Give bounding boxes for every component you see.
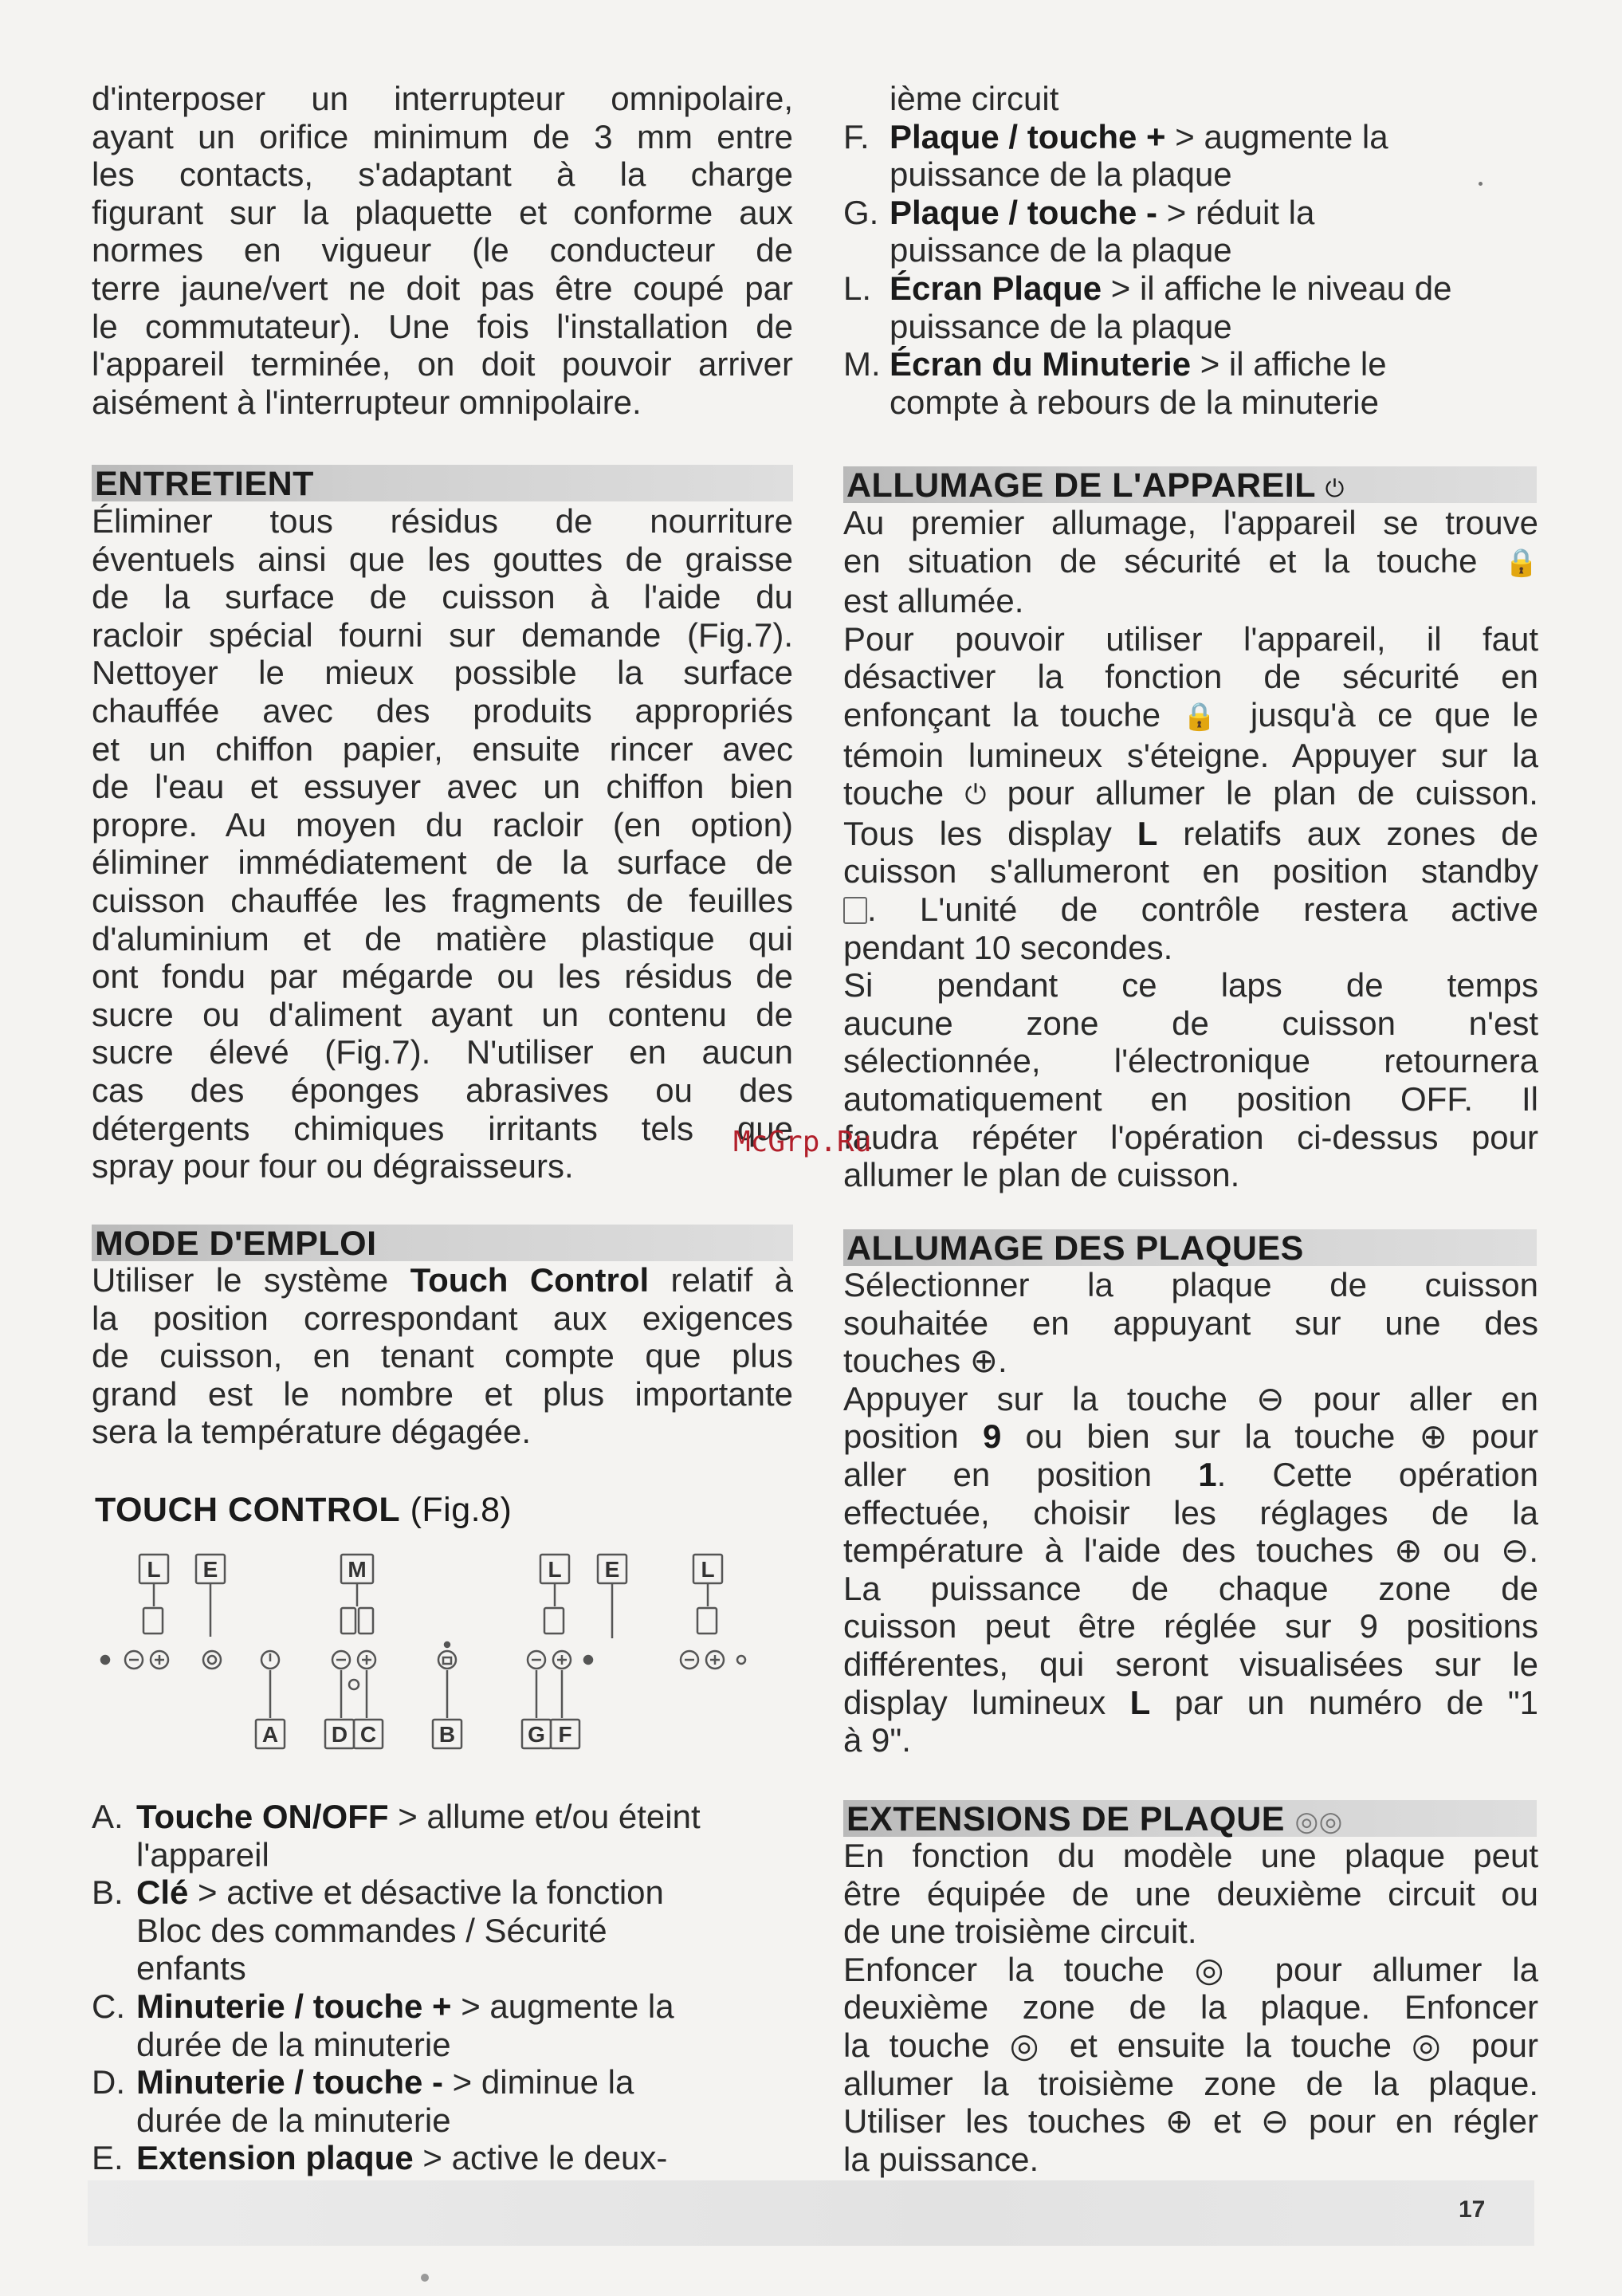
extension-icon: ◎◎	[1294, 1807, 1343, 1837]
legend-cont: puissance de la plaque	[890, 307, 1232, 345]
extensions-line: En fonction du modèle une plaque peut	[843, 1837, 1538, 1874]
diagram-label-top-L2	[540, 1555, 569, 1583]
legend-cont: puissance de la plaque	[890, 155, 1232, 194]
allumage-text: touche	[843, 774, 965, 812]
plaques-line	[843, 1417, 1538, 1456]
intro-line: les contacts, s'adaptant à la charge	[92, 155, 793, 194]
allumage-line: cuisson s'allumeront en position standby	[843, 852, 1538, 890]
entretien-line: Éliminer tous résidus de nourriture	[92, 502, 793, 540]
plaques-paragraph	[843, 1266, 1538, 1759]
entretien-line: propre. Au moyen du racloir (en option)	[92, 805, 793, 843]
display-l-term: L	[1129, 1683, 1151, 1721]
legend-desc: > réduit la	[1157, 193, 1315, 231]
allumage-line: automatiquement en position OFF. Il	[843, 1079, 1538, 1118]
diagram-label-bottom-G	[522, 1720, 551, 1748]
control-row	[101, 1642, 745, 1669]
position-nine: 9	[982, 1417, 1002, 1456]
diagram-label-top: L	[701, 1557, 715, 1582]
extensions-title: EXTENSIONS DE PLAQUE	[846, 1800, 1285, 1838]
entretien-line: sucre élevé (Fig.7). N'utiliser en aucun	[92, 1033, 793, 1071]
legend-desc: > augmente la	[451, 1987, 674, 2025]
scan-speck	[421, 2274, 429, 2282]
diagram-label-top-E1	[196, 1555, 225, 1583]
section-heading-touch-control	[92, 1491, 793, 1527]
allumage-line	[843, 774, 1538, 815]
extensions-line: de une troisième circuit.	[843, 1913, 1197, 1951]
intro-line: le commutateur). Une fois l'installation de	[92, 307, 793, 345]
extension-icon	[203, 1651, 221, 1669]
legend-cont: durée de la minuterie	[136, 2101, 451, 2139]
diagram-label-top-M	[341, 1555, 373, 1583]
legend-term: Extension plaque	[136, 2139, 414, 2177]
legend-letter: C.	[92, 1987, 125, 2025]
diagram-label-bottom: B	[438, 1722, 456, 1747]
legend-desc: > active et désactive la fonction	[188, 1873, 664, 1912]
plaques-line: touches ⊕.	[843, 1342, 1007, 1380]
allumage-text: pour allumer le plan de cuisson.	[986, 774, 1538, 812]
plaques-text: aller en position	[843, 1455, 1199, 1493]
entretien-line: détergents chimiques irritants tels que	[92, 1109, 793, 1147]
mode-text: relatif à	[649, 1261, 794, 1299]
entretien-line: spray pour four ou dégraisseurs.	[92, 1147, 574, 1185]
legend-desc: > active le deux-	[413, 2139, 668, 2177]
diagram-label-top: E	[604, 1557, 620, 1582]
legend-list-right	[843, 80, 1538, 421]
plaques-line: souhaitée en appuyant sur une des	[843, 1303, 1538, 1342]
mode-text: Utiliser le système	[92, 1261, 410, 1299]
diagram-label-top-L1	[139, 1555, 168, 1583]
diagram-label-bottom-C	[354, 1720, 383, 1748]
display-icon	[544, 1608, 564, 1634]
legend-item-e	[92, 2139, 801, 2177]
legend-item-c	[92, 1987, 801, 2063]
watermark: McGrp.Ru	[733, 1126, 872, 1158]
allumage-paragraph	[843, 504, 1538, 1194]
legend-letter: L.	[843, 269, 872, 307]
plaques-line: Appuyer sur la touche ⊖ pour aller en	[843, 1379, 1538, 1417]
section-heading-entretien: ENTRETIENT	[92, 465, 793, 501]
page-number: 17	[1459, 2196, 1486, 2223]
legend-item-f	[843, 118, 1538, 194]
allumage-title: ALLUMAGE DE L'APPAREIL	[846, 466, 1316, 505]
allumage-line: pendant 10 secondes.	[843, 928, 1173, 966]
plaques-line: effectuée, choisir les réglages de la	[843, 1493, 1538, 1531]
plaques-line: différentes, qui seront visualisées sur le	[843, 1645, 1538, 1683]
mode-line: de cuisson, en tenant compte que plus	[92, 1337, 793, 1375]
plaques-line: température à l'aide des touches ⊕ ou ⊖.	[843, 1531, 1538, 1570]
intro-line: l'appareil terminée, on doit pouvoir arriver	[92, 345, 793, 383]
legend-cont: enfants	[136, 1949, 246, 1987]
allumage-line: Pour pouvoir utiliser l'appareil, il faut	[843, 619, 1538, 658]
intro-line: d'interposer un interrupteur omnipolaire,	[92, 80, 793, 117]
legend-term: Écran du Minuterie	[890, 345, 1192, 383]
legend-desc: > augmente la	[1165, 117, 1388, 155]
plaques-text: display lumineux	[843, 1683, 1130, 1721]
section-heading-mode-emploi: MODE D'EMPLOI	[92, 1225, 793, 1261]
legend-term: Plaque / touche -	[890, 193, 1158, 231]
power-icon: ⏻	[1325, 476, 1345, 502]
legend-cont: durée de la minuterie	[136, 2025, 451, 2063]
allumage-text: en situation de sécurité et la touche	[843, 541, 1505, 580]
allumage-line: Si pendant ce laps de temps	[843, 966, 1538, 1005]
diagram-label-top: L	[147, 1557, 161, 1582]
allumage-line	[843, 696, 1538, 737]
plaques-text: . Cette opération	[1216, 1455, 1539, 1493]
legend-term: Touche ON/OFF	[136, 1798, 389, 1835]
display-icon	[143, 1608, 163, 1634]
extension-icon	[737, 1656, 745, 1664]
diagram-label-bottom: G	[528, 1722, 545, 1747]
legend-cont: puissance de la plaque	[890, 231, 1232, 269]
diagram-label-bottom: A	[261, 1722, 279, 1747]
legend-cont: compte à rebours de la minuterie	[890, 383, 1379, 421]
mode-line: sera la température dégagée.	[92, 1413, 532, 1451]
entretien-line: éventuels ainsi que les gouttes de graisse	[92, 540, 793, 578]
mode-emploi-paragraph	[92, 1261, 793, 1451]
allumage-line: aucune zone de cuisson n'est	[843, 1004, 1538, 1042]
diagram-label-top: E	[202, 1557, 218, 1582]
entretien-line: chauffée avec des produits appropriés	[92, 691, 793, 729]
legend-letter: F.	[843, 117, 870, 155]
section-heading-allumage-plaques: ALLUMAGE DES PLAQUES	[843, 1229, 1537, 1266]
lock-icon	[438, 1651, 456, 1669]
standby-display-icon	[843, 897, 867, 924]
diagram-label-bottom-A	[256, 1720, 285, 1748]
touch-control-diagram	[80, 1551, 797, 1758]
legend-item-b	[92, 1873, 801, 1987]
allumage-line: faudra répéter l'opération ci-dessus pour	[843, 1118, 1538, 1156]
legend-desc: > allume et/ou éteint	[388, 1798, 701, 1835]
power-icon: ⏻	[964, 780, 987, 811]
plaques-line	[843, 1684, 1538, 1722]
entretien-line: et un chiffon papier, ensuite rincer avec	[92, 729, 793, 768]
intro-line: figurant sur la plaquette et conforme aux	[92, 193, 793, 231]
intro-line: normes en vigueur (le conducteur de	[92, 231, 793, 269]
footer-band	[88, 2180, 1534, 2246]
diagram-label-bottom: D	[331, 1722, 348, 1747]
touch-control-title: TOUCH CONTROL	[95, 1491, 401, 1529]
legend-letter: A.	[92, 1798, 124, 1835]
scan-speck	[1479, 182, 1483, 186]
legend-letter: E.	[92, 2139, 124, 2177]
allumage-line: allumer le plan de cuisson.	[843, 1156, 1240, 1194]
position-one: 1	[1198, 1455, 1217, 1493]
allumage-line	[843, 890, 1538, 929]
legend-letter: D.	[92, 2063, 125, 2101]
extensions-line: deuxième zone de la plaque. Enfoncer	[843, 1988, 1538, 2027]
plaques-text: par un numéro de "1	[1150, 1683, 1538, 1721]
lock-icon: 🔒	[1504, 547, 1538, 578]
extensions-line: Enfoncer la touche ◎ pour allumer la	[843, 1950, 1538, 1988]
legend-cont: ième circuit	[890, 80, 1059, 117]
extension-icon	[584, 1656, 592, 1664]
plaques-text: ou bien sur la touche ⊕ pour	[1001, 1417, 1538, 1456]
entretien-line: d'aluminium et de matière plastique qui	[92, 919, 793, 957]
allumage-text: jusqu'à ce que le	[1228, 695, 1538, 733]
plaques-line: Sélectionner la plaque de cuisson	[843, 1266, 1538, 1303]
mode-line: grand est le nombre et plus importante	[92, 1374, 793, 1413]
plaques-line: à 9".	[843, 1721, 911, 1759]
legend-term: Minuterie / touche -	[136, 2063, 444, 2101]
lock-icon: 🔒	[1182, 701, 1229, 732]
mode-line: la position correspondant aux exigences	[92, 1299, 793, 1337]
diagram-label-bottom: C	[359, 1722, 377, 1747]
diagram-label-bottom: F	[558, 1722, 572, 1747]
plaques-line: cuisson peut être réglée sur 9 positions	[843, 1607, 1538, 1645]
extensions-line: la puissance.	[843, 2140, 1039, 2178]
entretien-paragraph	[92, 502, 793, 1185]
entretien-line: ont fondu par mégarde ou les résidus de	[92, 957, 793, 996]
entretien-line: racloir spécial fourni sur demande (Fig.7).	[92, 615, 793, 654]
allumage-line	[843, 815, 1538, 853]
legend-letter: B.	[92, 1873, 124, 1912]
legend-desc: > il affiche le	[1191, 345, 1387, 383]
intro-line: ayant un orifice minimum de 3 mm entre	[92, 117, 793, 155]
legend-desc: > il affiche le niveau de	[1102, 269, 1452, 307]
left-column	[92, 80, 793, 421]
extensions-paragraph	[843, 1837, 1538, 2178]
allumage-text: enfonçant la touche	[843, 695, 1183, 733]
entretien-line: de l'eau et essuyer avec un chiffon bien	[92, 768, 793, 806]
allumage-line: désactiver la fonction de sécurité en	[843, 658, 1538, 696]
touch-control-term: Touch Control	[410, 1261, 650, 1299]
display-icon	[359, 1608, 373, 1634]
extensions-line: allumer la troisième zone de la plaque.	[843, 2064, 1538, 2102]
entretien-line: Nettoyer le mieux possible la surface	[92, 654, 793, 692]
section-heading-allumage-appareil	[843, 466, 1537, 503]
allumage-line	[843, 542, 1538, 583]
touch-control-fig: (Fig.8)	[400, 1491, 513, 1529]
allumage-text: . L'unité de contrôle restera active	[867, 890, 1538, 928]
legend-item-m	[843, 345, 1538, 421]
legend-list-left	[92, 1798, 801, 2177]
legend-item-g	[843, 194, 1538, 269]
allumage-line: sélectionnée, l'électronique retournera	[843, 1042, 1538, 1080]
intro-line: terre jaune/vert ne doit pas être coupé par	[92, 269, 793, 307]
extensions-line: la touche ◎ et ensuite la touche ◎ pour	[843, 2026, 1538, 2064]
allumage-line: Au premier allumage, l'appareil se trouve	[843, 504, 1538, 541]
display-icon	[697, 1608, 717, 1634]
entretien-line: cas des éponges abrasives ou des	[92, 1071, 793, 1109]
diagram-label-bottom-B	[433, 1720, 461, 1748]
allumage-text: Tous les display	[843, 814, 1137, 852]
intro-paragraph	[92, 80, 793, 421]
entretien-line: cuisson chauffée les fragments de feuilles	[92, 881, 793, 919]
entretien-line: de la surface de cuisson à l'aide du	[92, 578, 793, 616]
extension-icon	[101, 1656, 109, 1664]
legend-term: Écran Plaque	[890, 269, 1102, 307]
allumage-line: est allumée.	[843, 582, 1024, 620]
plaques-text: position	[843, 1417, 983, 1456]
intro-line: aisément à l'interrupteur omnipolaire.	[92, 383, 642, 421]
entretien-line: sucre ou d'aliment ayant un contenu de	[92, 995, 793, 1033]
diagram-label-top-E2	[598, 1555, 626, 1583]
legend-letter: M.	[843, 345, 881, 383]
diagram-label-top-L3	[693, 1555, 722, 1583]
extensions-line: Utiliser les touches ⊕ et ⊖ pour en régler	[843, 2102, 1538, 2141]
plaques-line	[843, 1456, 1538, 1494]
plaques-line: La puissance de chaque zone de	[843, 1569, 1538, 1607]
diagram-label-bottom-F	[551, 1720, 579, 1748]
display-l-term: L	[1137, 814, 1158, 852]
allumage-line: témoin lumineux s'éteigne. Appuyer sur la	[843, 736, 1538, 774]
extensions-line: être équipée de une deuxième circuit ou	[843, 1874, 1538, 1913]
legend-cont: l'appareil	[136, 1835, 269, 1873]
diagram-label-bottom-D	[325, 1720, 354, 1748]
mode-line	[92, 1261, 793, 1299]
legend-term: Minuterie / touche +	[136, 1987, 452, 2025]
legend-item-a	[92, 1798, 801, 1873]
legend-term: Clé	[136, 1873, 189, 1912]
legend-item-d	[92, 2063, 801, 2139]
display-icon	[341, 1608, 355, 1634]
legend-item-l	[843, 269, 1538, 345]
legend-cont: Bloc des commandes / Sécurité	[136, 1911, 607, 1949]
legend-desc: > diminue la	[443, 2063, 634, 2101]
diagram-label-top: M	[348, 1557, 367, 1582]
legend-letter: G.	[843, 193, 879, 231]
allumage-text: relatifs aux zones de	[1157, 814, 1539, 852]
legend-term: Plaque / touche +	[890, 117, 1166, 155]
diagram-label-top: L	[548, 1557, 562, 1582]
section-heading-extensions	[843, 1800, 1537, 1837]
entretien-line: éliminer immédiatement de la surface de	[92, 843, 793, 882]
